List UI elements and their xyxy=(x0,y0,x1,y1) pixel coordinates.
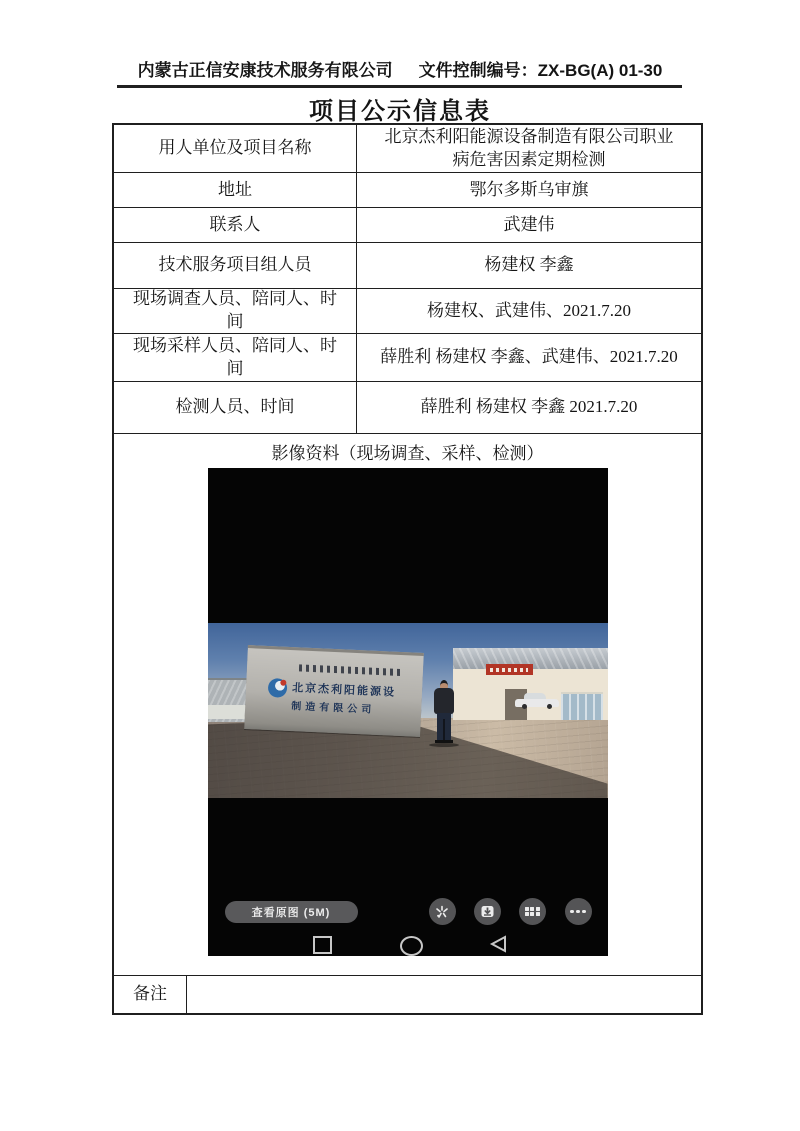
row-label: 地址 xyxy=(218,179,252,199)
site-photo xyxy=(208,623,608,798)
back-triangle-icon[interactable] xyxy=(489,935,509,956)
sign-characters xyxy=(490,668,528,672)
remark-value-cell xyxy=(187,976,701,1013)
person-shadow xyxy=(429,743,459,747)
table-row xyxy=(114,382,701,434)
table-row xyxy=(114,334,701,382)
logo-red-dot xyxy=(280,680,286,686)
standing-person xyxy=(431,680,457,746)
table-row xyxy=(114,243,701,289)
grid-icon[interactable] xyxy=(519,898,546,925)
table-row xyxy=(114,125,701,173)
white-car xyxy=(515,693,559,709)
row-value-cell xyxy=(357,208,701,242)
page-title: 项目公示信息表 xyxy=(309,98,491,125)
row-value: 薛胜利 杨建权 李鑫 2021.7.20 xyxy=(420,397,638,417)
company-sign-wall xyxy=(244,645,424,737)
row-value: 薛胜利 杨建权 李鑫、武建伟、2021.7.20 xyxy=(380,347,678,367)
row-label-cell xyxy=(114,334,357,381)
view-original-button[interactable]: 查看原图 (5M) xyxy=(225,901,358,923)
right-building xyxy=(453,648,608,720)
media-row xyxy=(114,434,701,976)
sparkle-icon[interactable] xyxy=(429,898,456,925)
row-value: 武建伟 xyxy=(503,214,555,234)
row-label: 现场调查人员、陪同人、时间 xyxy=(133,289,337,331)
recents-square-icon[interactable] xyxy=(313,936,332,954)
row-value: 杨建权 李鑫 xyxy=(484,255,574,275)
row-value-cell xyxy=(357,382,701,433)
person-legs xyxy=(437,713,451,741)
media-caption: 影像资料（现场调查、采样、检测） xyxy=(271,443,544,463)
row-value-cell xyxy=(357,289,701,333)
remark-label: 备注 xyxy=(133,984,167,1004)
download-icon[interactable] xyxy=(474,898,501,925)
table-row xyxy=(114,173,701,208)
car-wheel xyxy=(522,704,527,709)
person-jacket xyxy=(434,688,454,714)
company-name: 内蒙古正信安康技术服务有限公司 xyxy=(137,61,393,80)
row-label: 现场采样人员、陪同人、时间 xyxy=(133,335,337,378)
phone-screenshot xyxy=(208,468,608,956)
row-value: 鄂尔多斯乌审旗 xyxy=(469,179,589,199)
header-rule xyxy=(117,85,682,88)
row-value: 杨建权、武建伟、2021.7.20 xyxy=(427,300,631,320)
row-label-cell xyxy=(114,243,357,288)
row-label-cell xyxy=(114,208,357,242)
more-icon[interactable] xyxy=(565,898,592,925)
row-label: 检测人员、时间 xyxy=(175,397,295,417)
glass-storefront xyxy=(561,692,603,720)
doc-control-number: 文件控制编号：ZX-BG(A) 01-30 xyxy=(418,61,663,80)
project-info-table xyxy=(112,123,703,1015)
remark-row xyxy=(114,976,701,1013)
mongolian-script xyxy=(298,664,402,676)
company-logo xyxy=(267,678,287,698)
table-row xyxy=(114,208,701,243)
row-value-cell xyxy=(357,243,701,288)
row-label: 用人单位及项目名称 xyxy=(158,138,312,158)
row-label: 技术服务项目组人员 xyxy=(158,255,312,275)
remark-label-cell xyxy=(114,976,187,1013)
row-value-cell xyxy=(357,334,701,381)
table-row xyxy=(114,289,701,334)
person-feet xyxy=(435,740,453,743)
row-label-cell xyxy=(114,173,357,207)
sign-text-line1: 北京杰利阳能源设 xyxy=(291,682,396,699)
row-label: 联系人 xyxy=(209,214,261,234)
row-label-cell xyxy=(114,125,357,172)
car-wheel xyxy=(547,704,552,709)
row-label-cell xyxy=(114,289,357,333)
document-header xyxy=(100,56,700,81)
row-value: 北京杰利阳能源设备制造有限公司职业病危害因素定期检测 xyxy=(384,126,674,169)
row-value-cell xyxy=(357,173,701,207)
sign-text-line2: 制造有限公司 xyxy=(290,701,375,716)
home-circle-icon[interactable] xyxy=(400,936,423,956)
row-label-cell xyxy=(114,382,357,433)
building-sign xyxy=(486,664,533,675)
row-value-cell xyxy=(357,125,701,172)
